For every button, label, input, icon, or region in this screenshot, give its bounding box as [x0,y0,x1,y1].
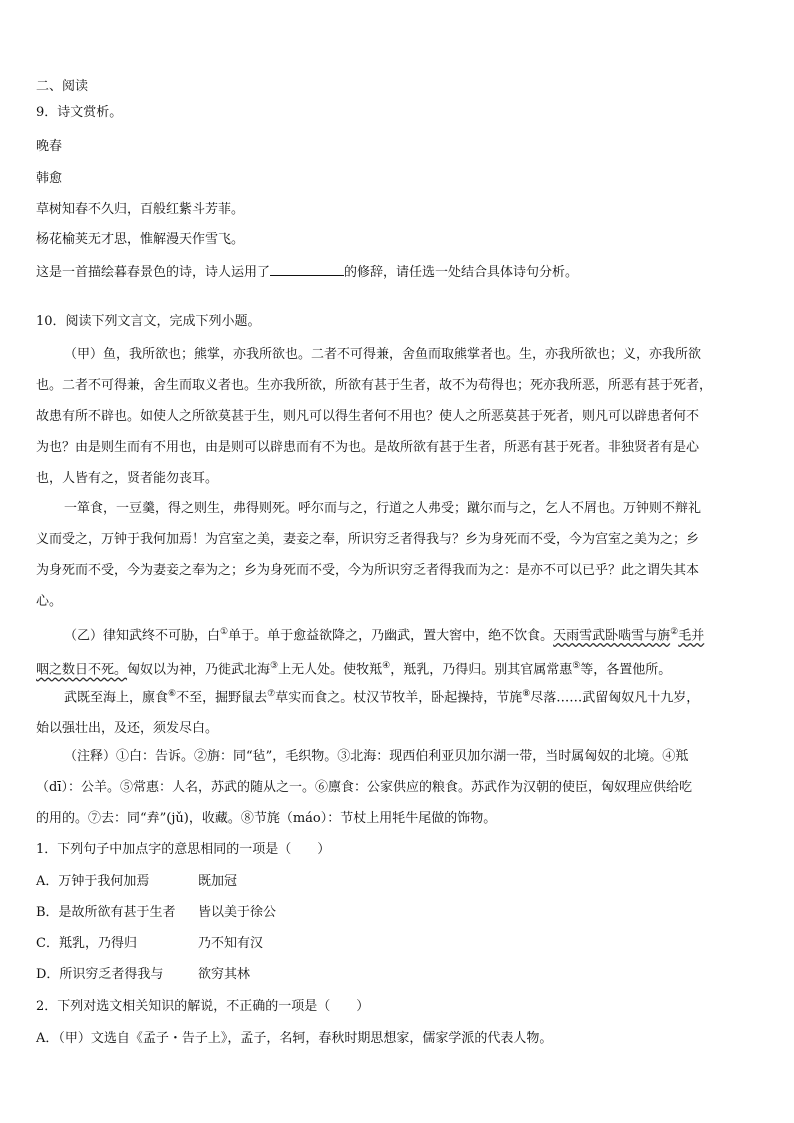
note-mark: ⑦ [267,689,276,699]
passage-yi-para-2 [36,679,758,744]
wavy-underlined-text: 咽之数日不死。 [36,662,128,678]
note-mark: ④ [382,661,391,672]
annotations [36,741,758,834]
passage-line: 始以强壮出，及还，须发尽白。 [36,721,219,737]
text-run: 上无人处。使牧羝 [278,662,383,678]
option-compare-text: 欲穷其林 [198,967,251,982]
text-run: 草实而食之。杖汉节牧羊，卧起操持，节旄 [275,690,523,706]
passage-line: 义而受之，万钟于我何加焉！为宫室之美，妻妾之奉，所识穷乏者得我与？乡为身死而不受，今为宫室之美为之；乡 [36,532,700,547]
option-compare-text: 既加冠 [198,874,238,889]
annotation-line: 的用的。⑦去：同“弆”(jǔ)，收藏。⑧节旄（máo）：节杖上用牦牛尾做的饰物。 [36,811,497,826]
passage-line: 一箪食，一豆羹，得之则生，弗得则死。呼尔而与之，行道之人弗受；蹴尔而与之，乞人不屑也。万钟则不辩礼 [64,501,702,516]
text-run: 武既至海上，廪食 [64,690,169,706]
poem-author: 韩愈 [36,171,63,186]
sub-question-2-stem: 2．下列对选文相关知识的解说，不正确的一项是（ ） [36,999,370,1014]
passage-line [36,617,758,651]
option-d[interactable] [36,968,250,981]
question-10-label: 10．阅读下列文言文，完成下列小题。 [36,314,261,329]
passage-jia-para-2 [36,493,758,617]
text-run: （乙）律知武终不可胁，白 [64,628,221,644]
poem-line-2: 杨花榆荚无才思，惟解漫天作雪飞。 [36,232,245,247]
option-compare-text: 皆以美于徐公 [198,905,277,920]
text-run: 单于。单于愈益欲降之，乃幽武，置大窖中，绝不饮食。 [228,628,554,644]
option-c[interactable] [36,937,263,950]
option-a-2[interactable]: A．（甲）文选自《孟子・告子上》，孟子，名轲，春秋时期思想家，儒家学派的代表人物。 [36,1031,553,1046]
option-a[interactable] [36,875,237,888]
note-mark: ③ [270,661,279,672]
option-text: D．所识穷乏者得我与 [36,967,164,982]
question-9-prompt [36,263,578,279]
annotation-line: （dī）：公羊。⑤常惠：人名，苏武的随从之一。⑥廪食：公家供应的粮食。苏武作为汉朝的使臣，匈奴理应供给吃 [36,780,692,795]
passage-line: 心。 [36,594,63,609]
text-run: 等，各置他所。 [580,662,672,678]
passage-line: 为也？由是则生而有不用也，由是则可以辟患而有不为也。是故所欲有甚于生者，所恶有甚于死者。非独贤者有是心 [36,440,700,455]
question-9-label: 9．诗文赏析。 [36,105,123,120]
note-mark: ⑥ [168,689,177,699]
passage-line: 也，人皆有之，贤者能勿丧耳。 [36,471,219,486]
passage-line: 故患有所不辟也。如使人之所欲莫甚于生，则凡可以得生者何不用也？使人之所恶莫甚于死者，则凡可以辟患者何不 [36,409,700,424]
passage-line: 也。二者不可得兼，舍生而取义者也。生亦我所欲，所欲有甚于生者，故不为苟得也；死亦我所恶，所恶有甚于死者， [36,378,713,393]
note-mark: ⑤ [572,661,581,672]
note-mark: ① [220,627,229,637]
passage-yi-para-1 [36,617,758,686]
answer-blank[interactable] [270,263,344,276]
section-heading: 二、阅读 [36,79,89,94]
text-run: ，羝乳，乃得归。别其官属常惠 [390,662,573,678]
prompt-after: 的修辞，请任选一处结合具体诗句分析。 [344,265,579,280]
prompt-before: 这是一首描绘暮春景色的诗，诗人运用了 [36,265,271,280]
poem-title: 晚春 [36,139,63,154]
poem-line-1: 草树知春不久归，百般红紫斗芳菲。 [36,202,245,217]
sub-question-1-stem: 1．下列句子中加点字的意思相同的一项是（ ） [36,842,331,857]
passage-line [36,679,758,713]
option-text: C．羝乳，乃得归 [36,936,137,951]
passage-line: （甲）鱼，我所欲也；熊掌，亦我所欲也。二者不可得兼，舍鱼而取熊掌者也。生，亦我所欲也；义，亦我所欲 [64,347,702,362]
option-compare-text: 乃不知有汉 [198,936,264,951]
wavy-underlined-text: 毛并 [678,628,705,644]
passage-line: 为身死而不受，今为妻妾之奉为之；乡为身死而不受，今为所识穷乏者得我而为之：是亦不可以已乎？此之谓失其本 [36,563,700,578]
option-text: B．是故所欲有甚于生者 [36,905,176,920]
note-mark: ⑧ [522,689,531,699]
text-run: 尽落……武留匈奴凡十九岁， [530,690,700,706]
wavy-underlined-text: 天雨雪武卧啮雪与旃 [553,628,671,644]
option-b[interactable] [36,906,276,919]
text-run: 不至，掘野鼠去 [176,690,268,706]
annotation-line: （注释）①白：告诉。②旃：同“毡”，毛织物。③北海：现西伯利亚贝加尔湖一带，当时属匈奴的北境。④羝 [64,749,689,764]
note-mark: ② [670,627,679,637]
option-text: A．万钟于我何加焉 [36,874,150,889]
text-run: 匈奴以为神，乃徙武北海 [127,662,271,678]
passage-jia-para-1 [36,339,758,494]
